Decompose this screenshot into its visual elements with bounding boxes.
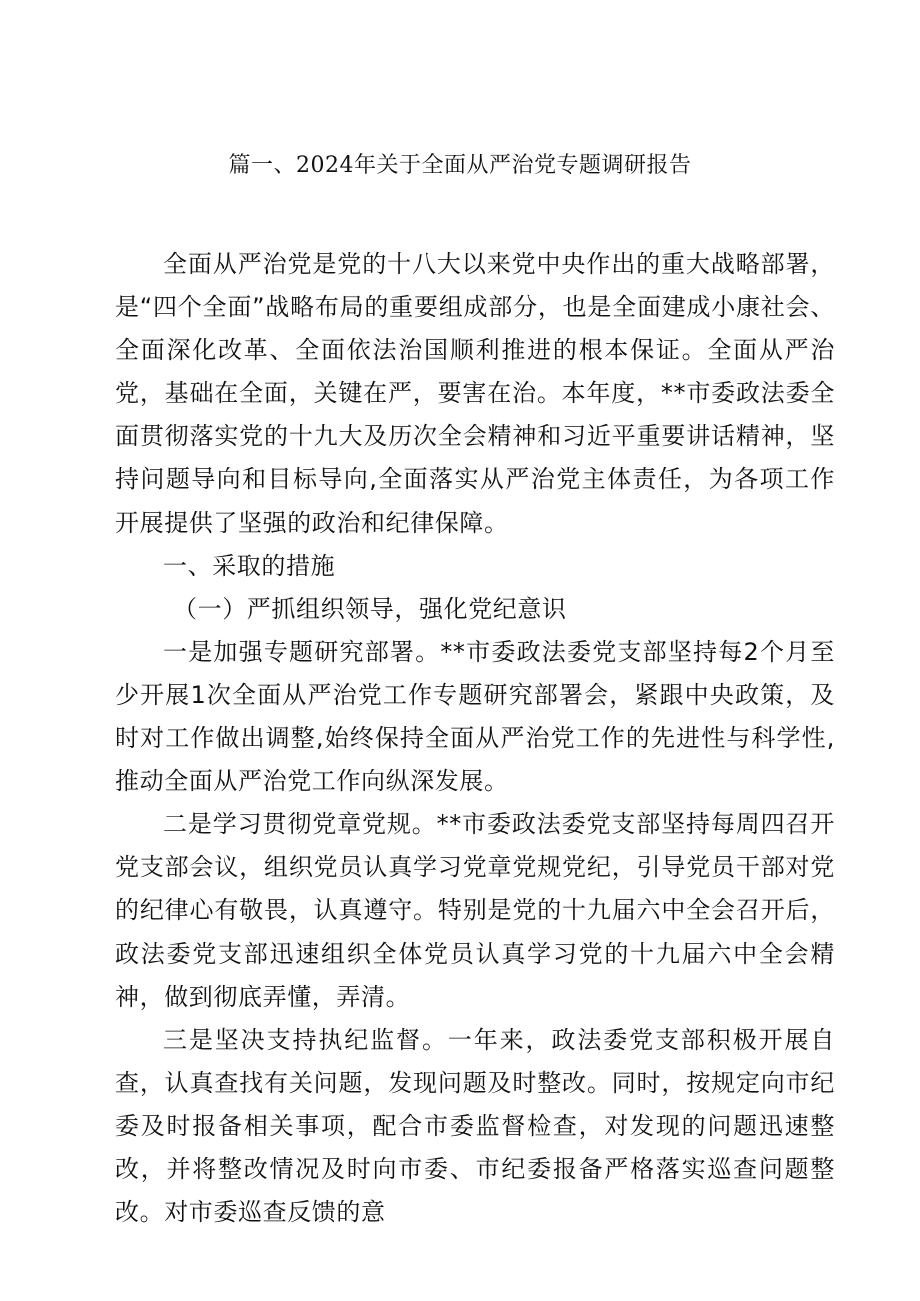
document-body [115,243,835,1234]
paragraph-party-rules: 二是学习贯彻党章党规。**市委政法委党支部坚持每周四召开党支部会议，组织党员认真学习党章党规党纪，引导党员干部对党的纪律心有敬畏，认真遵守。特别是党的十九届六中全会召开后，政法委党支部迅速组织全体党员认真学习党的十九届六中全会精神，做到彻底弄懂，弄清。 [115,810,835,1011]
subsection-heading: （一）严抓组织领导，强化党纪意识 [173,594,567,623]
paragraph-supervision: 三是坚决支持执纪监督。一年来，政法委党支部积极开展自查，认真查找有关问题，发现问题及时整改。同时，按规定向市纪委及时报备相关事项，配合市委监督检查，对发现的问题迅速整改，并将整改情况及时向市委、市纪委报备严格落实巡查问题整改。对市委巡查反馈的意 [115,1025,835,1227]
section-heading: 一、采取的措施 [163,551,336,580]
paragraph-study-deployment: 一是加强专题研究部署。**市委政法委党支部坚持每2个月至少开展1次全面从严治党工作专题研究部署会，紧跟中央政策，及时对工作做出调整,始终保持全面从严治党工作的先进性与科学性,推动全面从严治党工作向纵深发展。 [115,637,835,796]
document-title: 篇一、2024年关于全面从严治党专题调研报告 [228,153,692,178]
intro-paragraph: 全面从严治党是党的十八大以来党中央作出的重大战略部署，是“四个全面”战略布局的重要组成部分，也是全面建成小康社会、全面深化改革、全面依法治国顺利推进的根本保证。全面从严治党，基础在全面，关键在严，要害在治。本年度，**市委政法委全面贯彻落实党的十九大及历次全会精神和习近平重要讲话精神，坚持问题导向和目标导向,全面落实从严治党主体责任，为各项工作开展提供了坚强的政治和纪律保障。 [115,250,835,537]
